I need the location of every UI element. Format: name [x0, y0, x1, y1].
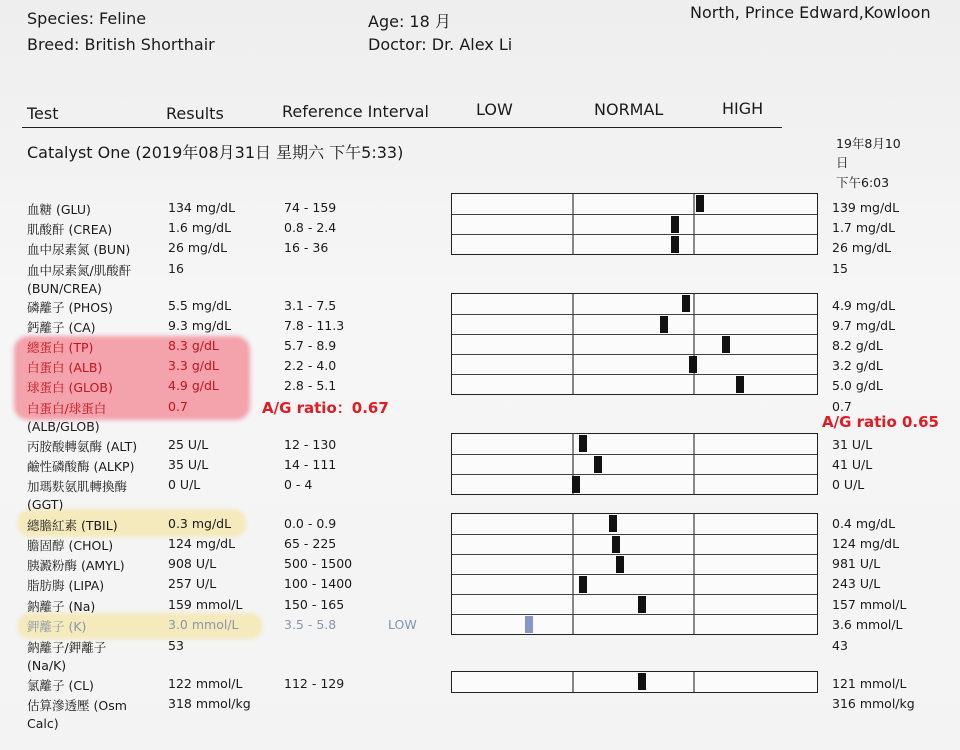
previous-value: 139 mg/dL [832, 200, 900, 215]
test-name-cont: Calc) [27, 716, 59, 731]
previous-value: 31 U/L [832, 437, 873, 452]
prev-date-2: 日 [836, 155, 849, 170]
gauge-bar [452, 234, 817, 254]
reference-range: 0.8 - 2.4 [284, 220, 337, 235]
result-value: 4.9 g/dL [168, 378, 219, 393]
test-name: 球蛋白 (GLOB) [27, 380, 113, 395]
prev-date-1: 19年8月10 [836, 136, 901, 151]
low-flag: LOW [388, 617, 417, 632]
result-value: 318 mmol/kg [168, 696, 251, 711]
test-name-cont: (BUN/CREA) [27, 281, 102, 296]
gauge-bar [452, 554, 817, 574]
table-row [0, 696, 960, 716]
gauge-marker [638, 596, 646, 613]
result-value: 35 U/L [168, 457, 209, 472]
gauge-marker [609, 515, 617, 532]
gauge-marker [638, 673, 646, 690]
reference-range: 2.2 - 4.0 [284, 358, 337, 373]
gauge-bar [452, 614, 817, 634]
reference-range: 5.7 - 8.9 [284, 338, 337, 353]
reference-range: 16 - 36 [284, 240, 329, 255]
test-name: 血中尿素氮/肌酸酐 [27, 263, 132, 278]
gauge-group [451, 433, 818, 495]
test-name-cont: (Na/K) [27, 658, 67, 673]
gauge-bar [452, 574, 817, 594]
gauge-bar [452, 294, 817, 313]
result-value: 257 U/L [168, 576, 217, 591]
previous-value: 243 U/L [832, 576, 881, 591]
result-value: 53 [168, 638, 184, 653]
test-name: 估算滲透壓 (Osm [27, 698, 127, 713]
result-value: 3.3 g/dL [168, 358, 219, 373]
gauge-bar [452, 374, 817, 394]
previous-value: 981 U/L [832, 556, 881, 571]
gauge-marker [671, 236, 679, 253]
test-name: 膽固醇 (CHOL) [27, 538, 114, 553]
reference-range: 150 - 165 [284, 597, 345, 612]
result-value: 26 mg/dL [168, 240, 228, 255]
col-normal: NORMAL [594, 100, 664, 119]
reference-range: 14 - 111 [284, 457, 337, 472]
result-value: 124 mg/dL [168, 536, 236, 551]
previous-value: 15 [832, 261, 848, 276]
test-name: 胰澱粉酶 (AMYL) [27, 558, 125, 573]
col-results: Results [166, 104, 224, 123]
ag-ratio-current: A/G ratio：0.67 [262, 399, 389, 417]
gauge-bar [452, 334, 817, 354]
test-name: 肌酸酐 (CREA) [27, 222, 113, 237]
previous-value: 3.2 g/dL [832, 358, 883, 373]
result-value: 1.6 mg/dL [168, 220, 232, 235]
previous-value: 124 mg/dL [832, 536, 900, 551]
gauge-marker [671, 216, 679, 233]
test-name: 血中尿素氮 (BUN) [27, 242, 131, 257]
gauge-marker [722, 336, 730, 353]
result-value: 5.5 mg/dL [168, 298, 232, 313]
result-value: 0.3 mg/dL [168, 516, 232, 531]
test-name: 丙胺酸轉氨酶 (ALT) [27, 439, 138, 454]
test-name: 脂肪脢 (LIPA) [27, 578, 105, 593]
gauge-marker [682, 295, 690, 312]
gauge-marker [579, 435, 587, 452]
result-value: 0 U/L [168, 477, 201, 492]
test-name: 加瑪麩氨肌轉換酶 [27, 479, 128, 494]
gauge-group [451, 193, 818, 255]
previous-value: 41 U/L [832, 457, 873, 472]
gauge-group [451, 671, 818, 693]
test-name: 白蛋白 (ALB) [27, 360, 103, 375]
result-value: 134 mg/dL [168, 200, 236, 215]
previous-value: 157 mmol/L [832, 597, 907, 612]
gauge-bar [452, 354, 817, 374]
doctor-label: Doctor: Dr. Alex Li [368, 35, 513, 54]
reference-range: 74 - 159 [284, 200, 337, 215]
table-row [0, 261, 960, 281]
reference-range: 12 - 130 [284, 437, 337, 452]
gauge-marker [612, 536, 620, 553]
gauge-bar [452, 214, 817, 234]
test-name: 鉀離子 (K) [27, 619, 87, 634]
prev-date-3: 下午6:03 [836, 175, 890, 190]
previous-value: 121 mmol/L [832, 676, 907, 691]
gauge-marker [594, 456, 602, 473]
reference-range: 7.8 - 11.3 [284, 318, 345, 333]
header-divider [22, 127, 782, 128]
gauge-marker [696, 195, 704, 212]
col-test: Test [27, 104, 59, 123]
test-name: 磷離子 (PHOS) [27, 300, 113, 315]
gauge-bar [452, 534, 817, 554]
table-row [0, 638, 960, 658]
gauge-marker [616, 556, 624, 573]
result-value: 8.3 g/dL [168, 338, 219, 353]
reference-range: 112 - 129 [284, 676, 345, 691]
previous-value: 5.0 g/dL [832, 378, 883, 393]
test-name: 鈣離子 (CA) [27, 320, 96, 335]
previous-value: 9.7 mg/dL [832, 318, 896, 333]
gauge-group [451, 513, 818, 635]
reference-range: 2.8 - 5.1 [284, 378, 337, 393]
test-name: 氯離子 (CL) [27, 678, 94, 693]
ag-ratio-previous: A/G ratio 0.65 [822, 413, 939, 431]
previous-value: 3.6 mmol/L [832, 617, 903, 632]
gauge-marker [689, 356, 697, 373]
reference-range: 0 - 4 [284, 477, 313, 492]
gauge-bar [452, 454, 817, 474]
table-row [0, 399, 960, 419]
test-name: 總膽紅素 (TBIL) [27, 518, 118, 533]
test-name-cont: (ALB/GLOB) [27, 419, 100, 434]
gauge-marker [579, 576, 587, 593]
result-value: 159 mmol/L [168, 597, 243, 612]
section-title: Catalyst One (2019年08月31日 星期六 下午5:33) [27, 143, 404, 162]
test-name-cont: (GGT) [27, 497, 64, 512]
gauge-marker [572, 476, 580, 493]
previous-value: 0.7 [832, 399, 852, 414]
gauge-bar [452, 594, 817, 614]
test-name: 總蛋白 (TP) [27, 340, 94, 355]
previous-value: 1.7 mg/dL [832, 220, 896, 235]
previous-value: 0 U/L [832, 477, 865, 492]
result-value: 908 U/L [168, 556, 217, 571]
result-value: 16 [168, 261, 184, 276]
col-high: HIGH [722, 99, 764, 118]
test-name: 鹼性磷酸酶 (ALKP) [27, 459, 135, 474]
reference-range: 65 - 225 [284, 536, 337, 551]
reference-range: 100 - 1400 [284, 576, 353, 591]
reference-range: 3.1 - 7.5 [284, 298, 337, 313]
gauge-bar [452, 434, 817, 453]
species-label: Species: Feline [27, 9, 147, 28]
gauge-marker [525, 616, 533, 633]
col-low: LOW [476, 100, 513, 119]
breed-label: Breed: British Shorthair [27, 35, 215, 54]
test-name: 血糖 (GLU) [27, 202, 91, 217]
gauge-bar [452, 314, 817, 334]
test-name: 鈉離子 (Na) [27, 599, 96, 614]
previous-value: 26 mg/dL [832, 240, 892, 255]
reference-range: 3.5 - 5.8 [284, 617, 337, 632]
gauge-group [451, 293, 818, 395]
previous-value: 8.2 g/dL [832, 338, 883, 353]
previous-value: 316 mmol/kg [832, 696, 915, 711]
previous-value: 0.4 mg/dL [832, 516, 896, 531]
reference-range: 500 - 1500 [284, 556, 353, 571]
age-label: Age: 18 月 [368, 12, 451, 31]
previous-value: 43 [832, 638, 848, 653]
previous-value: 4.9 mg/dL [832, 298, 896, 313]
gauge-bar [452, 194, 817, 213]
gauge-bar [452, 514, 817, 533]
clinic-location: North, Prince Edward,Kowloon [690, 3, 931, 22]
test-name: 鈉離子/鉀離子 [27, 640, 107, 655]
test-name: 白蛋白/球蛋白 [27, 401, 107, 416]
gauge-marker [660, 316, 668, 333]
gauge-bar [452, 474, 817, 494]
gauge-marker [736, 376, 744, 393]
col-reference: Reference Interval [282, 102, 429, 121]
result-value: 122 mmol/L [168, 676, 243, 691]
result-value: 0.7 [168, 399, 188, 414]
gauge-bar [452, 672, 817, 691]
result-value: 9.3 mg/dL [168, 318, 232, 333]
result-value: 25 U/L [168, 437, 209, 452]
reference-range: 0.0 - 0.9 [284, 516, 337, 531]
result-value: 3.0 mmol/L [168, 617, 239, 632]
